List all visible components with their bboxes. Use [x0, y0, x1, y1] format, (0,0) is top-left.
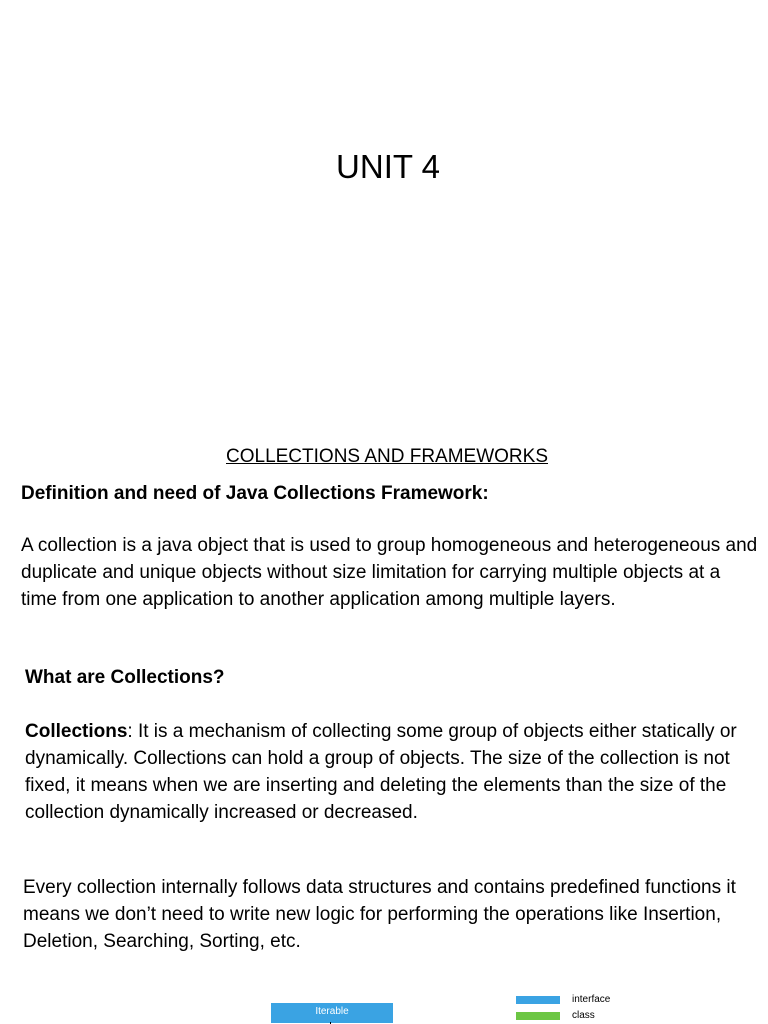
section-title: COLLECTIONS AND FRAMEWORKS — [226, 446, 548, 467]
iterable-node: Iterable — [271, 1003, 393, 1023]
legend-class-swatch — [516, 1012, 560, 1020]
what-are-collections-heading: What are Collections? — [25, 667, 225, 688]
definition-heading: Definition and need of Java Collections Framework: — [21, 483, 489, 504]
legend-class-label: class — [572, 1010, 595, 1021]
collections-term: Collections — [25, 721, 128, 742]
definition-paragraph: A collection is a java object that is used to group homogeneous and heterogeneous and duplicate and unique objects without size limitation for carrying multiple objects at a time from one application to another application among multiple layers. — [21, 535, 758, 610]
every-collection-paragraph: Every collection internally follows data structures and contains predefined functions it means we don’t need to write new logic for performing the operations like Insertion, Deletion, Searching, Sorting, etc. — [23, 877, 736, 952]
collections-hierarchy-diagram — [0, 990, 768, 1024]
collections-paragraph — [25, 718, 745, 826]
unit-title: UNIT 4 — [336, 148, 440, 185]
collections-description: : It is a mechanism of collecting some group of objects either statically or dynamically. Collections can hold a group of objects. The size of the collection is not fixed, it means when we are inserting and deleting the elements than the size of the collection dynamically increased or decreased. — [25, 721, 737, 823]
legend-interface-label: interface — [572, 994, 611, 1005]
legend-interface-swatch — [516, 996, 560, 1004]
